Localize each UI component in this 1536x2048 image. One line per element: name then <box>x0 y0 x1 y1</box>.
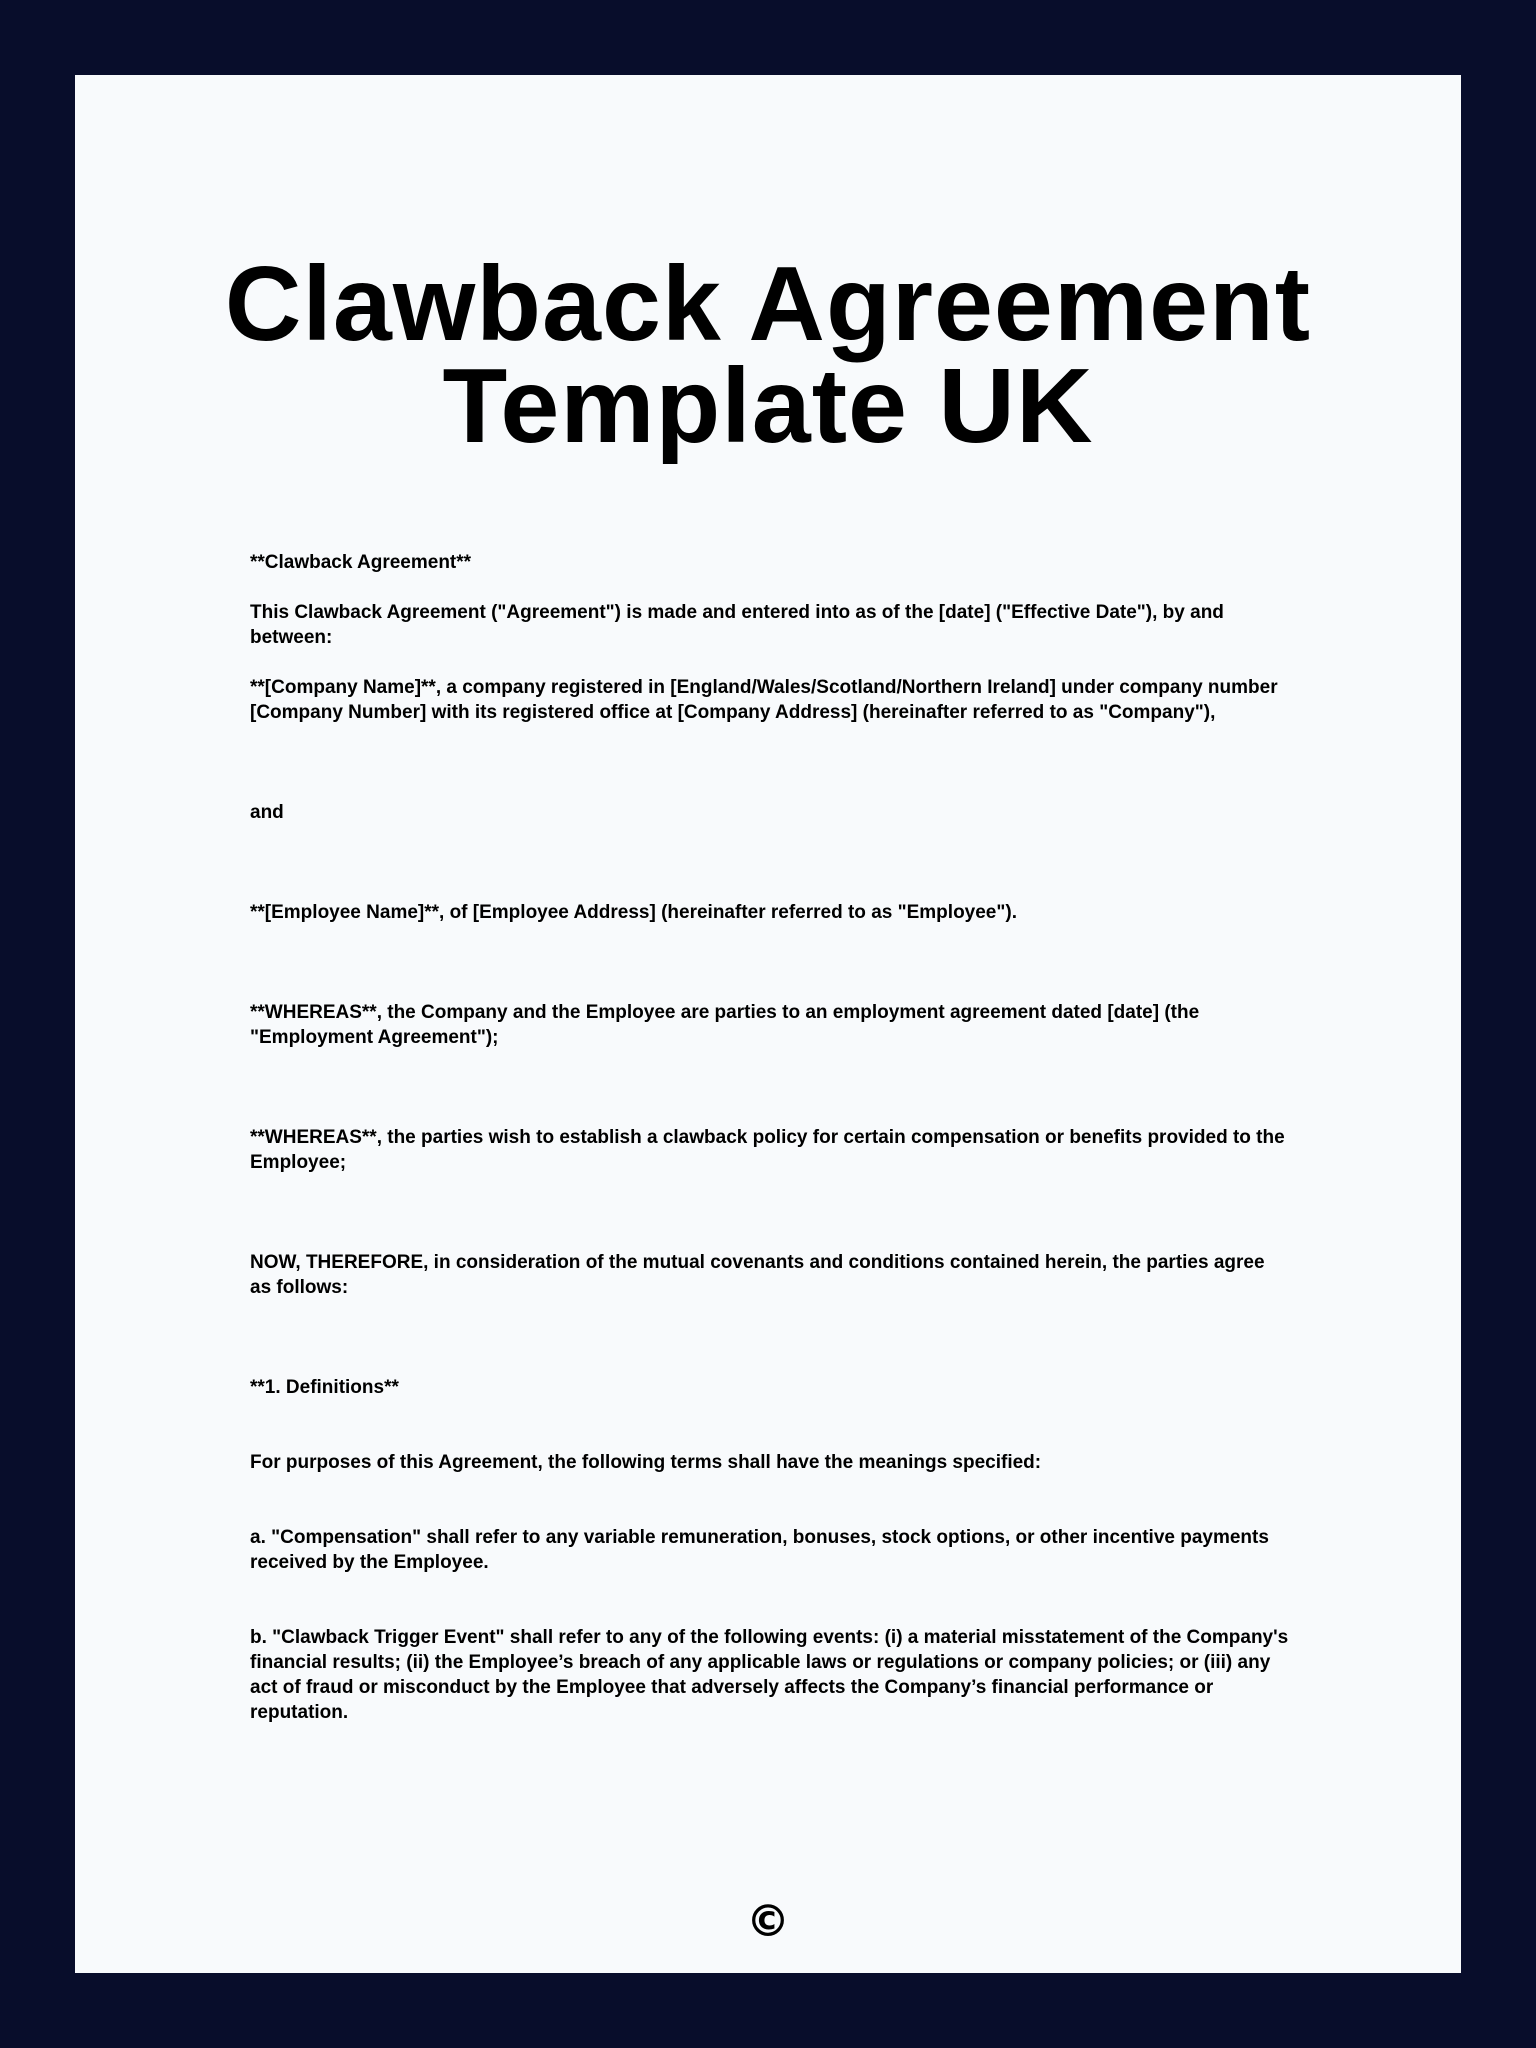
now-therefore-paragraph: NOW, THEREFORE, in consideration of the mutual covenants and conditions contained herein, the parties agree as follows: <box>250 1252 1265 1298</box>
and-paragraph: and <box>250 802 284 823</box>
definitions-intro-paragraph: For purposes of this Agreement, the following terms shall have the meanings specified: <box>250 1452 1042 1473</box>
document-title <box>75 245 1461 465</box>
company-party-paragraph: **[Company Name]**, a company registered in [England/Wales/Scotland/Northern Ireland] under company number [Company Number] with its registered office at [Company Address] (hereinafter referred to as "Company"), <box>250 677 1278 723</box>
preamble-paragraph: This Clawback Agreement ("Agreement") is made and entered into as of the [date] ("Effective Date"), by and between: <box>250 602 1224 648</box>
copyright-icon: © <box>746 1896 790 1947</box>
employee-party-paragraph: **[Employee Name]**, of [Employee Address] (hereinafter referred to as "Employee"). <box>250 902 1017 923</box>
document-title-line-2: Template UK <box>442 347 1094 465</box>
whereas-paragraph-2: **WHEREAS**, the parties wish to establish a clawback policy for certain compensation or benefits provided to the Employee; <box>250 1127 1285 1173</box>
definitions-heading: **1. Definitions** <box>250 1377 399 1398</box>
definition-clawback-trigger-event: b. "Clawback Trigger Event" shall refer to any of the following events: (i) a material misstatement of the Company's financial results; (ii) the Employee’s breach of any applicable laws or regulations or company policies; or (iii) any act of fraud or misconduct by the Employee that adversely affects the Company’s financial performance or reputation. <box>250 1627 1289 1723</box>
document-title-line-1: Clawback Agreement <box>224 245 1312 363</box>
whereas-paragraph-1: **WHEREAS**, the Company and the Employee are parties to an employment agreement dated [date] (the "Employment Agreement"); <box>250 1002 1200 1048</box>
document-page <box>75 75 1461 1973</box>
document-body <box>250 550 1290 1725</box>
agreement-heading: **Clawback Agreement** <box>250 552 472 573</box>
definition-compensation: a. "Compensation" shall refer to any variable remuneration, bonuses, stock options, or other incentive payments received by the Employee. <box>250 1527 1269 1573</box>
